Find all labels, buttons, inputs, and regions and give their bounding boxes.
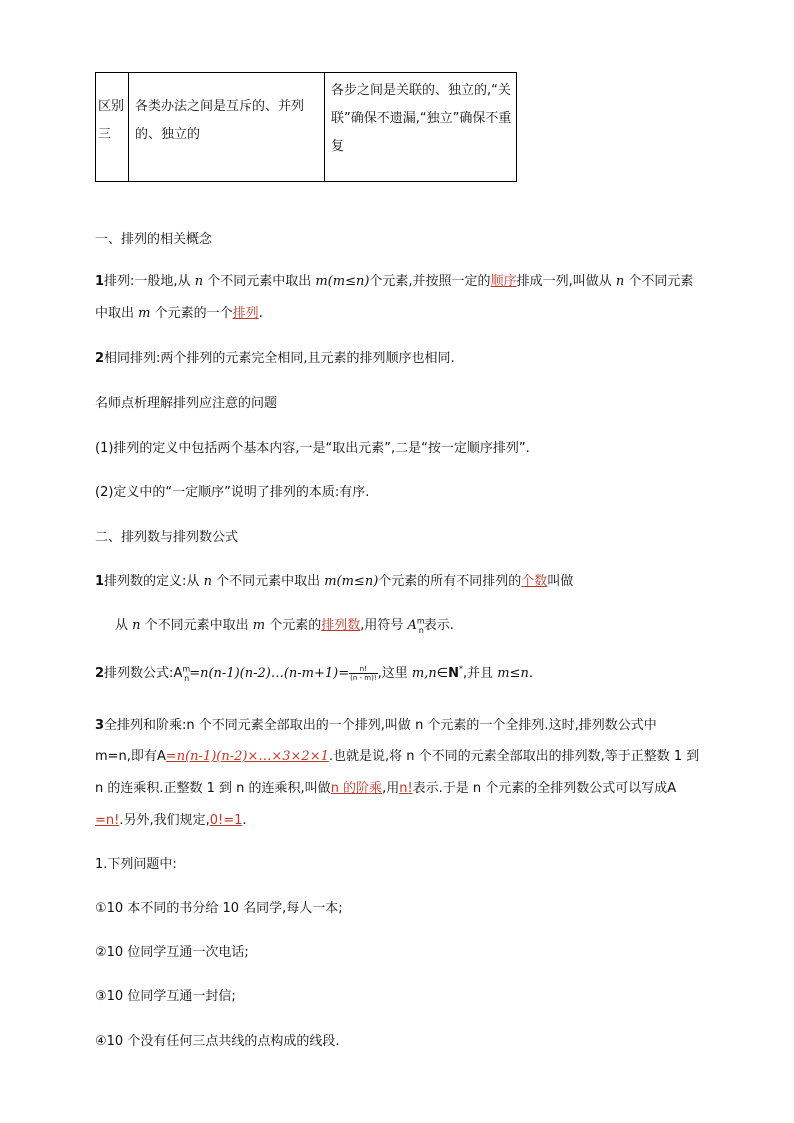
- text: 中取出: [95, 306, 139, 321]
- text: m=n,即有: [95, 749, 157, 764]
- answer-permutation: 排列: [232, 306, 259, 321]
- fraction: [349, 665, 378, 682]
- answer-order: 顺序: [490, 274, 517, 289]
- item-number: 2: [95, 351, 105, 366]
- text: ,用: [382, 781, 400, 796]
- text: 叫做: [547, 574, 574, 589]
- paragraph-permutation-number-line2: [115, 614, 454, 635]
- var-m: m: [138, 306, 151, 321]
- symbol-A: A: [156, 749, 166, 764]
- text: 表示.: [423, 618, 454, 633]
- note-title: 名师点析理解排列应注意的问题: [95, 396, 278, 411]
- text: 排列:一般地,从: [104, 274, 195, 289]
- text: 从: [115, 618, 133, 633]
- var-n: n: [132, 618, 141, 633]
- answer-equals-n-bang: =n!: [95, 813, 120, 828]
- star: *: [458, 664, 463, 674]
- var-m: m: [252, 618, 266, 633]
- vars: m,n: [411, 666, 437, 681]
- text: 个元素,并按照一定的: [369, 274, 491, 289]
- answer-factorial-expansion: =n(n-1)(n-2)×…×3×2×1: [165, 749, 329, 764]
- text: 表示.于是 n 个元素的全排列数公式可以写成: [412, 781, 668, 796]
- text: ,并且: [462, 666, 498, 681]
- paragraph-permutation-number: [95, 570, 573, 589]
- symbol-A: A: [173, 666, 183, 681]
- text: .也就是说,将 n 个不同的元素全部取出的排列数,等于正整数 1 到: [328, 749, 700, 764]
- text: .: [242, 813, 247, 828]
- symbol-sub: n: [418, 625, 424, 635]
- text: 相同排列:两个排列的元素完全相同,且元素的排列顺序也相同.: [104, 351, 455, 366]
- note-1: (1)排列的定义中包括两个基本内容,一是“取出元素”,二是“按一定顺序排列”.: [95, 441, 530, 456]
- list-item: ②10 位同学互通一次电话;: [95, 945, 249, 960]
- paragraph-full-permutation-line3: [95, 777, 676, 796]
- text: .: [258, 306, 263, 321]
- left-cell: 各类办法之间是互斥的、并列的、独立的: [129, 73, 325, 182]
- var-n: n: [194, 274, 204, 289]
- text: n 的连乘积.正整数 1 到 n 的连乘积,叫做: [95, 781, 331, 796]
- list-item: ③10 位同学互通一封信;: [95, 989, 236, 1004]
- paragraph-permutation-def-line2: [95, 302, 263, 321]
- text: 个不同元素中取出: [140, 618, 253, 633]
- text: 个元素的: [265, 618, 322, 633]
- text: 个不同元素中取出: [203, 274, 316, 289]
- var-n: n: [203, 574, 212, 589]
- text: ,这里: [377, 666, 412, 681]
- answer-n-bang: n!: [399, 781, 413, 796]
- answer-n-factorial: n 的阶乘: [330, 781, 383, 796]
- condition: (m≤n): [327, 274, 370, 289]
- list-item: ④10 个没有任何三点共线的点构成的线段.: [95, 1034, 340, 1049]
- text: .: [528, 666, 533, 681]
- item-number: 3: [95, 718, 105, 733]
- section-heading-2: 二、排列数与排列数公式: [95, 530, 239, 545]
- text: 全排列和阶乘:n 个不同元素全部取出的一个排列,叫做 n 个元素的一个全排列.这时,排列数公式中: [104, 718, 657, 733]
- var-m: m: [315, 274, 328, 289]
- note-2: (2)定义中的“一定顺序”说明了排列的本质:有序.: [95, 485, 370, 500]
- right-cell: 各步之间是关联的、独立的,“关联”确保不遗漏,“独立”确保不重复: [325, 73, 517, 182]
- text: 个元素的所有不同排列的: [378, 574, 522, 589]
- question-title: 1.下列问题中:: [95, 857, 177, 872]
- table-row: [96, 73, 517, 182]
- symbol-A: A: [667, 781, 677, 796]
- text: 个不同元素: [624, 274, 694, 289]
- paragraph-full-permutation-line2: [95, 745, 699, 764]
- text: 排列数的定义:从: [104, 574, 204, 589]
- item-number: 1: [95, 574, 105, 589]
- symbol-A: A: [407, 618, 417, 633]
- var-n: n: [615, 274, 625, 289]
- text: .另外,我们规定,: [119, 813, 210, 828]
- fraction-denominator: (n - m)!: [350, 674, 377, 682]
- text: 排成一列,叫做从: [516, 274, 616, 289]
- section-heading-1: 一、排列的相关概念: [95, 232, 213, 247]
- comparison-table: [95, 72, 517, 182]
- text: 个元素的一个: [150, 306, 233, 321]
- item-number: 1: [95, 274, 105, 289]
- condition: m≤n: [497, 666, 529, 681]
- item-number: 2: [95, 666, 105, 681]
- formula: =n(n-1)(n-2)…(n-m+1)=: [189, 666, 350, 681]
- paragraph-permutation-formula: [95, 662, 533, 683]
- symbol-sup: m: [416, 616, 425, 626]
- paragraph-full-permutation-line1: [95, 714, 657, 733]
- text: 排列数公式:: [104, 666, 174, 681]
- row-label-cell: 区别三: [96, 73, 129, 182]
- text: 个不同元素中取出: [211, 574, 325, 589]
- answer-permutation-number: 排列数: [321, 618, 361, 633]
- symbol-sup: m: [182, 664, 191, 674]
- text: ∈: [436, 666, 449, 681]
- answer-count: 个数: [521, 574, 548, 589]
- condition: m(m≤n): [324, 574, 379, 589]
- fraction-numerator: n!: [349, 665, 378, 674]
- list-item: ①10 本不同的书分给 10 名同学,每人一本;: [95, 901, 343, 916]
- paragraph-same-permutation: [95, 347, 455, 366]
- paragraph-full-permutation-line4: [95, 809, 247, 828]
- symbol-sub: n: [184, 673, 190, 683]
- natural-numbers: N: [448, 666, 459, 681]
- paragraph-permutation-def: [95, 270, 693, 289]
- text: ,用符号: [360, 618, 408, 633]
- answer-zero-factorial: 0!=1: [209, 813, 243, 828]
